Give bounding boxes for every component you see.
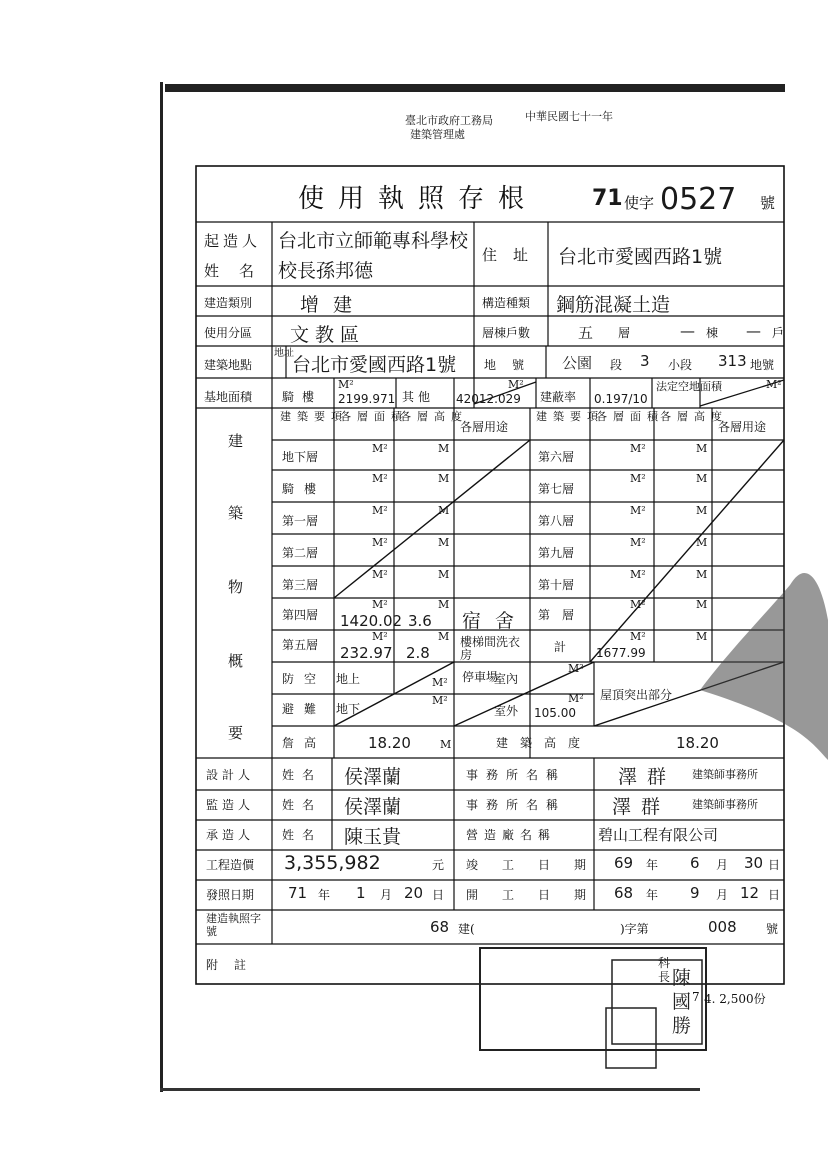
contractor-value: 陳玉貴 bbox=[344, 826, 402, 848]
site-label: 建築地點 bbox=[204, 358, 253, 372]
col-header-height: 各層高度 bbox=[400, 410, 468, 423]
total-area: 1677.99 bbox=[596, 646, 646, 660]
unit-m-row7: M bbox=[438, 630, 450, 643]
completion-label: 竣工日期 bbox=[466, 858, 611, 872]
units-unit: 戶 bbox=[772, 326, 785, 340]
unit-m-r7: M bbox=[696, 630, 708, 643]
arcade-unit: M² bbox=[338, 378, 354, 391]
arcade-area: 2199.971 bbox=[338, 392, 396, 406]
eave-unit: M bbox=[440, 738, 452, 751]
seal-official: 陳國勝 bbox=[672, 967, 692, 1037]
cost-label: 工程造價 bbox=[206, 858, 255, 872]
start-day-label: 日 bbox=[768, 888, 781, 902]
permit-no-mid: )字第 bbox=[620, 922, 649, 936]
floor5-use: 樓梯間洗衣房 bbox=[460, 635, 521, 662]
col-header-height-r: 各層高度 bbox=[660, 410, 728, 423]
floor-label-arcade: 騎樓 bbox=[282, 482, 327, 496]
permit-no-suffix: 號 bbox=[766, 922, 779, 936]
contractor-label: 承造人 bbox=[206, 828, 255, 842]
floors-label: 層棟戶數 bbox=[482, 326, 531, 340]
parking-indoor: 室內 bbox=[494, 672, 519, 686]
cost-value: 3,355,982 bbox=[284, 852, 381, 874]
page-title: 使用執照存根 bbox=[298, 184, 539, 214]
units-count: — bbox=[746, 322, 761, 340]
unit-m2-r2: M² bbox=[630, 472, 646, 485]
site-addr-label: 地址 bbox=[274, 348, 294, 359]
unit-m-r5: M bbox=[696, 568, 708, 581]
col-header-item: 建築要項 bbox=[280, 410, 348, 423]
col-header-area-r: 各層面積 bbox=[596, 410, 664, 423]
unit-m2-r4: M² bbox=[630, 536, 646, 549]
permit-number: 0527 bbox=[660, 182, 737, 217]
seal-chief: 科長 bbox=[658, 956, 671, 984]
permit-year: 71 bbox=[592, 186, 623, 211]
shelter-unit: M² bbox=[432, 676, 448, 689]
header-stamp-line2: 建築管理處 bbox=[410, 128, 465, 141]
unit-m2-row3: M² bbox=[372, 504, 388, 517]
completion-day: 30 bbox=[744, 854, 764, 872]
floor5-area: 232.97 bbox=[340, 644, 393, 662]
scan-stain bbox=[700, 573, 828, 760]
eave-label: 詹高 bbox=[282, 736, 327, 750]
start-year: 68 bbox=[614, 884, 634, 902]
col-header-use-r: 各層用途 bbox=[718, 420, 767, 434]
supervisor-value: 侯澤蘭 bbox=[344, 796, 402, 818]
office-suffix: 建築師事務所 bbox=[692, 768, 758, 781]
side-label-3: 物 bbox=[228, 578, 244, 596]
unit-m-row5: M bbox=[438, 568, 450, 581]
issue-month-label: 月 bbox=[380, 888, 393, 902]
start-month-label: 月 bbox=[716, 888, 729, 902]
address-label: 住址 bbox=[482, 246, 545, 264]
open-unit: M² bbox=[766, 378, 782, 391]
eave-height: 18.20 bbox=[368, 734, 411, 752]
unit-m2-r3: M² bbox=[630, 504, 646, 517]
floor-label-1: 第一層 bbox=[282, 514, 319, 528]
floor-label-extra: 第 層 bbox=[538, 608, 575, 622]
issue-year: 71 bbox=[288, 884, 308, 902]
col-header-area: 各層面積 bbox=[340, 410, 408, 423]
print-note: 4. 2,500份 bbox=[704, 992, 766, 1006]
site-value: 台北市愛國西路1號 bbox=[292, 354, 457, 376]
col-header-use: 各層用途 bbox=[460, 420, 509, 434]
structure-label: 構造種類 bbox=[482, 296, 531, 310]
supervisor-label: 監造人 bbox=[206, 798, 255, 812]
remarks-label: 附註 bbox=[206, 958, 263, 972]
side-label-2: 築 bbox=[228, 504, 244, 522]
subsection-label: 小段 bbox=[668, 358, 693, 372]
applicant-label: 起造人 bbox=[204, 232, 262, 250]
side-label-4: 概 bbox=[228, 652, 244, 670]
other-area: 42012.029 bbox=[456, 392, 521, 406]
zone-value: 文教區 bbox=[290, 324, 366, 346]
office2-label: 事務所名稱 bbox=[466, 798, 567, 812]
office-label: 事務所名稱 bbox=[466, 768, 567, 782]
unit-m-r1: M bbox=[696, 442, 708, 455]
roof-label: 屋頂突出部分 bbox=[600, 688, 673, 702]
lot-subsection: 3 bbox=[640, 352, 650, 370]
applicant-rep: 校長孫邦德 bbox=[278, 260, 374, 282]
start-year-label: 年 bbox=[646, 888, 659, 902]
lot-section: 公園 bbox=[562, 354, 593, 372]
shelter-label: 防空 bbox=[282, 672, 327, 686]
parking-outdoor: 室外 bbox=[494, 704, 519, 718]
address-value: 台北市愛國西路1號 bbox=[558, 246, 723, 268]
bldg-height: 18.20 bbox=[676, 734, 719, 752]
office-value: 澤群 bbox=[618, 766, 677, 788]
completion-day-label: 日 bbox=[768, 858, 781, 872]
shelter-top: 地上 bbox=[336, 672, 361, 686]
coverage-label: 建蔽率 bbox=[540, 390, 577, 404]
floor-label-10: 第十層 bbox=[538, 578, 575, 592]
floor-label-4: 第四層 bbox=[282, 608, 319, 622]
floors-unit: 層 bbox=[618, 326, 631, 340]
completion-year-label: 年 bbox=[646, 858, 659, 872]
buildings-unit: 棟 bbox=[706, 326, 719, 340]
footer-number: 7 bbox=[692, 990, 700, 1004]
unit-m-row3: M bbox=[438, 504, 450, 517]
zone-label: 使用分區 bbox=[204, 326, 253, 340]
cost-unit: 元 bbox=[432, 858, 445, 872]
parking-outdoor-unit: M² bbox=[568, 692, 584, 705]
side-label-5: 要 bbox=[228, 724, 244, 742]
office2-suffix: 建築師事務所 bbox=[692, 798, 758, 811]
completion-month-label: 月 bbox=[716, 858, 729, 872]
issue-label: 發照日期 bbox=[206, 888, 255, 902]
applicant-value: 台北市立師範專科學校 bbox=[278, 230, 469, 252]
floor-label-6: 第六層 bbox=[538, 450, 575, 464]
other-label: 其他 bbox=[402, 390, 435, 404]
total-label: 計 bbox=[554, 640, 567, 654]
buildings-count: — bbox=[680, 322, 695, 340]
unit-m-r4: M bbox=[696, 536, 708, 549]
unit-m-r6: M bbox=[696, 598, 708, 611]
header-stamp-line1: 臺北市政府工務局 bbox=[405, 114, 493, 127]
floor-label-9: 第九層 bbox=[538, 546, 575, 560]
floor-label-b1: 地下層 bbox=[282, 450, 319, 464]
firm-label: 營造廠名稱 bbox=[466, 828, 557, 842]
start-month: 9 bbox=[690, 884, 700, 902]
arcade-label: 騎樓 bbox=[282, 390, 323, 404]
unit-m-row1: M bbox=[438, 442, 450, 455]
supervisor-name-label: 姓名 bbox=[282, 798, 323, 812]
lot-no-label: 地號 bbox=[750, 358, 775, 372]
completion-month: 6 bbox=[690, 854, 700, 872]
unit-m-row6: M bbox=[438, 598, 450, 611]
permit-no-value: 008 bbox=[708, 918, 737, 936]
designer-value: 侯澤蘭 bbox=[344, 766, 402, 788]
unit-m2-row5: M² bbox=[372, 568, 388, 581]
parking-outdoor-area: 105.00 bbox=[534, 706, 576, 720]
unit-m2-r7: M² bbox=[630, 630, 646, 643]
issue-year-label: 年 bbox=[318, 888, 331, 902]
name-label: 姓名 bbox=[204, 262, 275, 280]
floor-label-5: 第五層 bbox=[282, 638, 319, 652]
refuge-below: 地下 bbox=[336, 702, 361, 716]
floor4-height: 3.6 bbox=[408, 612, 432, 630]
header-stamp-right: 中華民國七十一年 bbox=[525, 110, 613, 123]
start-day: 12 bbox=[740, 884, 760, 902]
lot-label: 地號 bbox=[484, 358, 541, 372]
unit-m2-r5: M² bbox=[630, 568, 646, 581]
refuge-unit: M² bbox=[432, 694, 448, 707]
open-label: 法定空地面積 bbox=[656, 380, 722, 393]
side-label-1: 建 bbox=[228, 432, 244, 450]
unit-m-row4: M bbox=[438, 536, 450, 549]
bldg-height-label: 建築高度 bbox=[496, 736, 593, 750]
category-label: 建造類別 bbox=[204, 296, 253, 310]
designer-label: 設計人 bbox=[206, 768, 255, 782]
area-label: 基地面積 bbox=[204, 390, 253, 404]
floor-label-3: 第三層 bbox=[282, 578, 319, 592]
unit-m2-row4: M² bbox=[372, 536, 388, 549]
firm-value: 碧山工程有限公司 bbox=[598, 826, 719, 844]
parking-indoor-unit: M² bbox=[568, 662, 584, 675]
structure-value: 鋼筋混凝土造 bbox=[556, 294, 671, 316]
start-label: 開工日期 bbox=[466, 888, 611, 902]
floor4-use: 宿舍 bbox=[462, 610, 529, 632]
col-header-item-r: 建築要項 bbox=[536, 410, 604, 423]
floor-label-8: 第八層 bbox=[538, 514, 575, 528]
section-label: 段 bbox=[610, 358, 623, 372]
contractor-name-label: 姓名 bbox=[282, 828, 323, 842]
designer-name-label: 姓名 bbox=[282, 768, 323, 782]
permit-suffix: 號 bbox=[760, 194, 776, 212]
floor4-area: 1420.02 bbox=[340, 612, 403, 630]
floor5-height: 2.8 bbox=[406, 644, 430, 662]
issue-month: 1 bbox=[356, 884, 366, 902]
coverage-value: 0.197/10 bbox=[594, 392, 648, 406]
permit-type: 使字 bbox=[624, 194, 655, 212]
lot-no: 313 bbox=[718, 352, 747, 370]
unit-m2-r6: M² bbox=[630, 598, 646, 611]
office2-value: 澤群 bbox=[612, 796, 671, 818]
unit-m-row2: M bbox=[438, 472, 450, 485]
other-unit: M² bbox=[508, 378, 524, 391]
completion-year: 69 bbox=[614, 854, 634, 872]
parking-label: 停車場 bbox=[462, 670, 499, 684]
floor-label-7: 第七層 bbox=[538, 482, 575, 496]
unit-m2-row7: M² bbox=[372, 630, 388, 643]
category-value: 增建 bbox=[300, 294, 367, 316]
unit-m-r3: M bbox=[696, 504, 708, 517]
floor-label-2: 第二層 bbox=[282, 546, 319, 560]
floors-value: 五 bbox=[578, 324, 594, 342]
issue-day-label: 日 bbox=[432, 888, 445, 902]
permit-no-year: 68 bbox=[430, 918, 450, 936]
unit-m2-row2: M² bbox=[372, 472, 388, 485]
unit-m-r2: M bbox=[696, 472, 708, 485]
unit-m2-row6: M² bbox=[372, 598, 388, 611]
unit-m2-row1: M² bbox=[372, 442, 388, 455]
issue-day: 20 bbox=[404, 884, 424, 902]
refuge-label: 避難 bbox=[282, 702, 327, 716]
permit-no-prefix: 建( bbox=[458, 922, 475, 936]
unit-m2-r1: M² bbox=[630, 442, 646, 455]
permit-no-label: 建造執照字號 bbox=[206, 912, 261, 938]
